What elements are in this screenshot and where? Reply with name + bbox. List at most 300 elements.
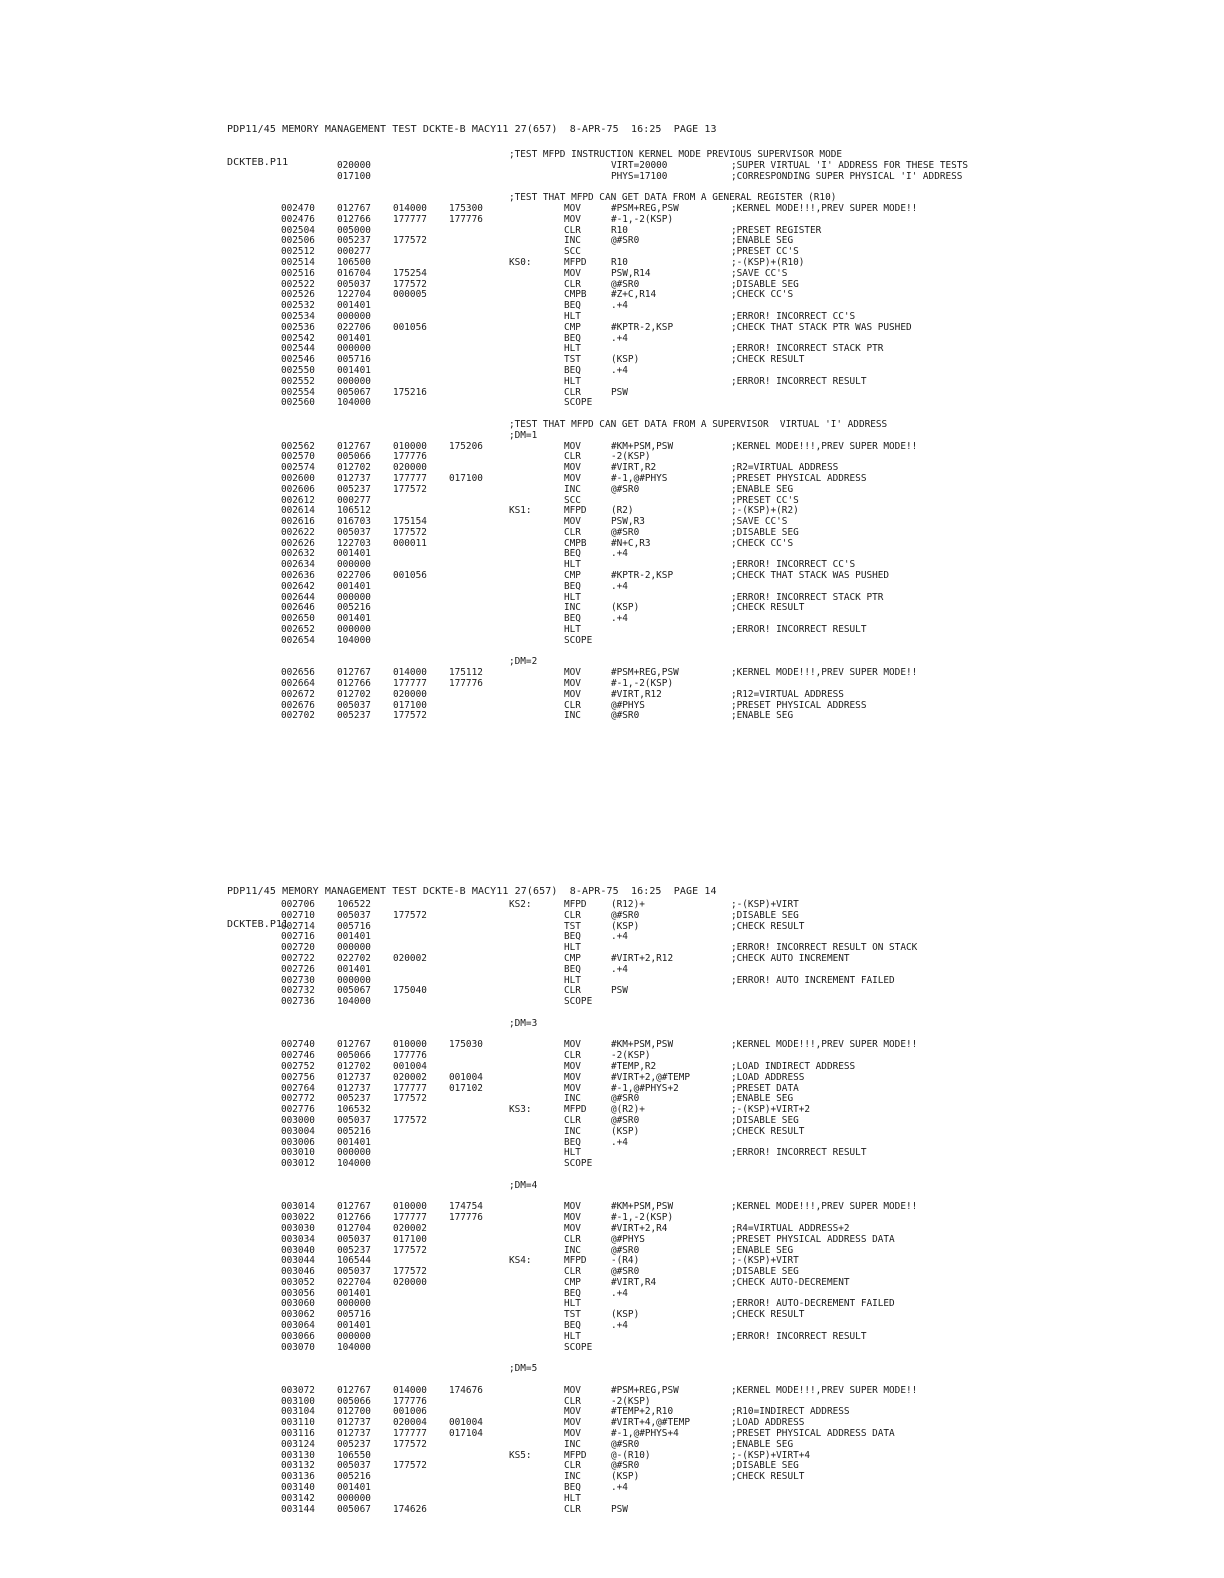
word3-cell: 175112 [449, 667, 483, 679]
comment-cell: ;PRESET DATA [731, 1082, 799, 1094]
word1-cell: 001401 [337, 963, 371, 975]
opcode-cell: HLT [564, 1330, 581, 1342]
comment-cell: ;ERROR! AUTO-DECREMENT FAILED [731, 1298, 895, 1310]
address-cell: 002650 [281, 613, 315, 625]
word1-cell: 012767 [337, 667, 371, 679]
word1-cell: 005216 [337, 1471, 371, 1483]
word1-cell: 016703 [337, 516, 371, 528]
opcode-cell: CLR [564, 1395, 581, 1407]
header-title: PDP11/45 MEMORY MANAGEMENT TEST DCKTE-B MACY11 27(657) 8-APR-75 16:25 PAGE 14 [227, 886, 717, 897]
operand-cell: #VIRT+2,R12 [611, 952, 674, 964]
opcode-cell: MOV [564, 1406, 581, 1418]
operand-cell: (KSP) [611, 354, 640, 366]
address-cell: 002732 [281, 985, 315, 997]
opcode-cell: CMP [564, 570, 581, 582]
word1-cell: 001401 [337, 548, 371, 560]
word2-cell: 014000 [393, 202, 427, 214]
opcode-cell: CLR [564, 386, 581, 398]
address-cell: 002726 [281, 963, 315, 975]
address-cell: 002574 [281, 462, 315, 474]
operand-cell: PHYS=17100 [611, 170, 668, 182]
word1-cell: 012737 [337, 1082, 371, 1094]
operand-cell: #VIRT,R12 [611, 688, 662, 700]
comment-cell: ;DISABLE SEG [731, 526, 799, 538]
word1-cell: 012767 [337, 202, 371, 214]
comment-cell: ;SUPER VIRTUAL 'I' ADDRESS FOR THESE TESTS [731, 159, 969, 171]
opcode-cell: HLT [564, 375, 581, 387]
label-cell: KS2: [509, 899, 532, 910]
word1-cell: 104000 [337, 634, 371, 646]
word1-cell: 022702 [337, 952, 371, 964]
word3-cell: 174754 [449, 1201, 483, 1213]
operand-cell: #VIRT+4,@#TEMP [611, 1417, 691, 1429]
address-cell: 002570 [281, 451, 315, 463]
opcode-cell: BEQ [564, 931, 581, 943]
comment-cell: ;-(KSP)+VIRT [731, 899, 799, 910]
opcode-cell: TST [564, 920, 581, 932]
operand-cell: .+4 [611, 548, 628, 560]
operand-cell: -2(KSP) [611, 1395, 651, 1407]
opcode-cell: INC [564, 1093, 581, 1105]
word1-cell: 000000 [337, 942, 371, 954]
comment-cell: ;LOAD ADDRESS [731, 1071, 805, 1083]
operand-cell: #KM+PSM,PSW [611, 440, 674, 452]
comment-text: ;DM=4 [509, 1179, 538, 1191]
comment-cell: ;CHECK RESULT [731, 354, 805, 366]
word2-cell: 175154 [393, 516, 427, 528]
operand-cell: (R2) [611, 505, 634, 517]
opcode-cell: CMPB [564, 537, 587, 549]
operand-cell: @#SR0 [611, 1266, 640, 1278]
opcode-cell: SCOPE [564, 397, 593, 409]
opcode-cell: TST [564, 1309, 581, 1321]
opcode-cell: MOV [564, 472, 581, 484]
operand-cell: @#SR0 [611, 1438, 640, 1450]
word1-cell: 001401 [337, 1136, 371, 1148]
operand-cell: (KSP) [611, 1125, 640, 1137]
word2-cell: 020000 [393, 688, 427, 700]
word1-cell: 000000 [337, 624, 371, 636]
word2-cell: 177572 [393, 1438, 427, 1450]
operand-cell: (KSP) [611, 920, 640, 932]
comment-cell: ;-(KSP)+VIRT [731, 1255, 799, 1267]
opcode-cell: HLT [564, 559, 581, 571]
address-cell: 003140 [281, 1482, 315, 1494]
label-cell: KS4: [509, 1255, 532, 1267]
operand-cell: .+4 [611, 364, 628, 376]
comment-cell: ;SAVE CC'S [731, 267, 788, 279]
operand-cell: #TEMP+2,R10 [611, 1406, 674, 1418]
comment-cell: ;ENABLE SEG [731, 710, 794, 722]
comment-cell: ;PRESET REGISTER [731, 224, 822, 236]
address-cell: 002752 [281, 1060, 315, 1072]
operand-cell: @(R2)+ [611, 1104, 645, 1116]
word2-cell: 017100 [393, 1233, 427, 1245]
opcode-cell: SCOPE [564, 634, 593, 646]
comment-cell: ;-(KSP)+(R10) [731, 256, 805, 268]
word2-cell: 014000 [393, 667, 427, 679]
operand-cell: VIRT=20000 [611, 159, 668, 171]
word2-cell: 177572 [393, 483, 427, 495]
word2-cell: 177572 [393, 1114, 427, 1126]
word1-cell: 001401 [337, 1287, 371, 1299]
word3-cell: 177776 [449, 213, 483, 225]
address-cell: 002554 [281, 386, 315, 398]
operand-cell: #KPTR-2,KSP [611, 570, 674, 582]
operand-cell: R10 [611, 256, 628, 268]
word1-cell: 104000 [337, 1341, 371, 1353]
address-cell: 002720 [281, 942, 315, 954]
address-cell: 003034 [281, 1233, 315, 1245]
comment-cell: ;ERROR! INCORRECT RESULT [731, 624, 867, 636]
opcode-cell: INC [564, 1244, 581, 1256]
word2-cell: 177572 [393, 710, 427, 722]
label-cell: KS0: [509, 256, 532, 268]
word1-cell: 005037 [337, 1233, 371, 1245]
operand-cell: .+4 [611, 332, 628, 344]
address-cell: 002654 [281, 634, 315, 646]
operand-cell: @#PHYS [611, 699, 645, 711]
address-cell: 002764 [281, 1082, 315, 1094]
word1-cell: 005237 [337, 1244, 371, 1256]
word2-cell: 177777 [393, 472, 427, 484]
word1-cell: 001401 [337, 580, 371, 592]
opcode-cell: MOV [564, 202, 581, 214]
word3-cell: 175030 [449, 1039, 483, 1051]
opcode-cell: CMPB [564, 289, 587, 301]
word2-cell: 177572 [393, 1266, 427, 1278]
word2-cell: 001004 [393, 1060, 427, 1072]
word2-cell: 014000 [393, 1384, 427, 1396]
address-cell: 002664 [281, 678, 315, 690]
address-cell: 002740 [281, 1039, 315, 1051]
word2-cell: 177572 [393, 278, 427, 290]
word1-cell: 022706 [337, 570, 371, 582]
word3-cell: 001004 [449, 1417, 483, 1429]
opcode-cell: MOV [564, 1428, 581, 1440]
comment-cell: ;PRESET CC'S [731, 246, 799, 258]
opcode-cell: CLR [564, 1266, 581, 1278]
word1-cell: 000000 [337, 1492, 371, 1504]
word1-cell: 005237 [337, 1438, 371, 1450]
opcode-cell: BEQ [564, 332, 581, 344]
word1-cell: 000277 [337, 494, 371, 506]
word1-cell: 012766 [337, 213, 371, 225]
comment-cell: ;KERNEL MODE!!!,PREV SUPER MODE!! [731, 667, 918, 679]
opcode-cell: MOV [564, 667, 581, 679]
word1-cell: 001401 [337, 364, 371, 376]
word2-cell: 177777 [393, 1428, 427, 1440]
opcode-cell: INC [564, 710, 581, 722]
address-cell: 002772 [281, 1093, 315, 1105]
opcode-cell: HLT [564, 343, 581, 355]
comment-cell: ;ERROR! INCORRECT RESULT ON STACK [731, 942, 918, 954]
comment-cell: ;ENABLE SEG [731, 1244, 794, 1256]
word3-cell: 017104 [449, 1428, 483, 1440]
address-cell: 003104 [281, 1406, 315, 1418]
opcode-cell: HLT [564, 624, 581, 636]
operand-cell: .+4 [611, 963, 628, 975]
word1-cell: 012700 [337, 1406, 371, 1418]
header-filename: DCKTEB.P11 [227, 919, 289, 930]
word1-cell: 005716 [337, 354, 371, 366]
word2-cell: 177572 [393, 1244, 427, 1256]
address-cell: 003012 [281, 1158, 315, 1170]
word1-cell: 001401 [337, 332, 371, 344]
comment-cell: ;PRESET PHYSICAL ADDRESS [731, 699, 867, 711]
operand-cell: @#SR0 [611, 1244, 640, 1256]
word1-cell: 000277 [337, 246, 371, 258]
opcode-cell: MOV [564, 1417, 581, 1429]
address-cell: 002506 [281, 235, 315, 247]
address-cell: 002546 [281, 354, 315, 366]
comment-cell: ;CORRESPONDING SUPER PHYSICAL 'I' ADDRESS [731, 170, 963, 182]
word1-cell: 106522 [337, 899, 371, 910]
opcode-cell: BEQ [564, 580, 581, 592]
address-cell: 003136 [281, 1471, 315, 1483]
opcode-cell: CLR [564, 451, 581, 463]
comment-cell: ;ENABLE SEG [731, 1093, 794, 1105]
word1-cell: 122704 [337, 289, 371, 301]
comment-cell: ;LOAD ADDRESS [731, 1417, 805, 1429]
comment-cell: ;CHECK AUTO-DECREMENT [731, 1276, 850, 1288]
word1-cell: 001401 [337, 1482, 371, 1494]
address-cell: 002652 [281, 624, 315, 636]
word2-cell: 175040 [393, 985, 427, 997]
opcode-cell: MFPD [564, 1255, 587, 1267]
word2-cell: 174626 [393, 1503, 427, 1515]
address-cell: 002536 [281, 321, 315, 333]
operand-cell: @#SR0 [611, 710, 640, 722]
opcode-cell: BEQ [564, 1287, 581, 1299]
word1-cell: 106544 [337, 1255, 371, 1267]
comment-text: ;DM=3 [509, 1017, 538, 1029]
opcode-cell: INC [564, 1438, 581, 1450]
address-cell: 003062 [281, 1309, 315, 1321]
address-cell: 002646 [281, 602, 315, 614]
word2-cell: 010000 [393, 1201, 427, 1213]
opcode-cell: HLT [564, 1492, 581, 1504]
address-cell: 002706 [281, 899, 315, 910]
word3-cell: 177776 [449, 678, 483, 690]
address-cell: 003044 [281, 1255, 315, 1267]
operand-cell: #KM+PSM,PSW [611, 1201, 674, 1213]
opcode-cell: MOV [564, 1060, 581, 1072]
word1-cell: 005716 [337, 1309, 371, 1321]
opcode-cell: BEQ [564, 1320, 581, 1332]
word3-cell: 175206 [449, 440, 483, 452]
word3-cell: 001004 [449, 1071, 483, 1083]
operand-cell: (KSP) [611, 1309, 640, 1321]
comment-text: ;TEST THAT MFPD CAN GET DATA FROM A SUPERVISOR VIRTUAL 'I' ADDRESS [509, 418, 888, 430]
address-cell: 002476 [281, 213, 315, 225]
comment-cell: ;CHECK AUTO INCREMENT [731, 952, 850, 964]
address-cell: 002616 [281, 516, 315, 528]
word1-cell: 022704 [337, 1276, 371, 1288]
opcode-cell: CLR [564, 699, 581, 711]
comment-cell: ;R10=INDIRECT ADDRESS [731, 1406, 850, 1418]
word2-cell: 177572 [393, 526, 427, 538]
address-cell: 002672 [281, 688, 315, 700]
opcode-cell: BEQ [564, 613, 581, 625]
address-cell: 002514 [281, 256, 315, 268]
word1-cell: 005716 [337, 920, 371, 932]
opcode-cell: HLT [564, 1147, 581, 1159]
word1-cell: 000000 [337, 591, 371, 603]
address-cell: 003052 [281, 1276, 315, 1288]
address-cell: 002552 [281, 375, 315, 387]
word3-cell: 017100 [449, 472, 483, 484]
word3-cell: 175300 [449, 202, 483, 214]
address-cell: 002542 [281, 332, 315, 344]
address-cell: 002544 [281, 343, 315, 355]
operand-cell: .+4 [611, 1320, 628, 1332]
opcode-cell: MOV [564, 1212, 581, 1224]
comment-cell: ;PRESET CC'S [731, 494, 799, 506]
opcode-cell: BEQ [564, 548, 581, 560]
opcode-cell: MOV [564, 1384, 581, 1396]
address-cell: 003010 [281, 1147, 315, 1159]
opcode-cell: HLT [564, 591, 581, 603]
operand-cell: .+4 [611, 931, 628, 943]
operand-cell: .+4 [611, 1287, 628, 1299]
word2-cell: 177777 [393, 678, 427, 690]
word1-cell: 005066 [337, 451, 371, 463]
word3-cell: 017102 [449, 1082, 483, 1094]
operand-cell: PSW [611, 985, 628, 997]
comment-cell: ;ENABLE SEG [731, 1438, 794, 1450]
operand-cell: #PSM+REG,PSW [611, 202, 679, 214]
comment-cell: ;CHECK CC'S [731, 537, 794, 549]
address-cell: 002642 [281, 580, 315, 592]
word1-cell: 012704 [337, 1222, 371, 1234]
operand-cell: @#SR0 [611, 235, 640, 247]
word2-cell: 020000 [393, 1276, 427, 1288]
operand-cell: #-1,@#PHYS+4 [611, 1428, 679, 1440]
operand-cell: PSW [611, 1503, 628, 1515]
address-cell: 002644 [281, 591, 315, 603]
comment-cell: ;CHECK RESULT [731, 1125, 805, 1137]
address-cell: 002534 [281, 310, 315, 322]
comment-cell: ;PRESET PHYSICAL ADDRESS DATA [731, 1233, 895, 1245]
operand-cell: @#SR0 [611, 1114, 640, 1126]
word1-cell: 012737 [337, 1071, 371, 1083]
word1-cell: 012702 [337, 1060, 371, 1072]
address-cell: 003116 [281, 1428, 315, 1440]
word1-cell: 016704 [337, 267, 371, 279]
header-filename: DCKTEB.P11 [227, 157, 289, 168]
word1-cell: 001401 [337, 931, 371, 943]
word1-cell: 000000 [337, 375, 371, 387]
comment-cell: ;DISABLE SEG [731, 909, 799, 921]
operand-cell: -2(KSP) [611, 451, 651, 463]
word1-cell: 005066 [337, 1050, 371, 1062]
address-cell: 003040 [281, 1244, 315, 1256]
word1-cell: 012737 [337, 1417, 371, 1429]
word1-cell: 000000 [337, 310, 371, 322]
address-cell: 003004 [281, 1125, 315, 1137]
operand-cell: @#SR0 [611, 526, 640, 538]
operand-cell: @#PHYS [611, 1233, 645, 1245]
address-cell: 002612 [281, 494, 315, 506]
opcode-cell: CLR [564, 985, 581, 997]
address-cell: 002470 [281, 202, 315, 214]
operand-cell: #-1,@#PHYS [611, 472, 668, 484]
comment-cell: ;ERROR! INCORRECT STACK PTR [731, 343, 884, 355]
comment-cell: ;CHECK RESULT [731, 1471, 805, 1483]
address-cell: 003066 [281, 1330, 315, 1342]
word2-cell: 020004 [393, 1417, 427, 1429]
operand-cell: .+4 [611, 1482, 628, 1494]
comment-cell: ;PRESET PHYSICAL ADDRESS DATA [731, 1428, 895, 1440]
word1-cell: 104000 [337, 397, 371, 409]
comment-cell: ;ERROR! AUTO INCREMENT FAILED [731, 974, 895, 986]
word1-cell: 122703 [337, 537, 371, 549]
word2-cell: 010000 [393, 440, 427, 452]
comment-cell: ;DISABLE SEG [731, 1114, 799, 1126]
operand-cell: PSW,R3 [611, 516, 645, 528]
comment-text: ;DM=1 [509, 429, 538, 441]
word1-cell: 012767 [337, 1201, 371, 1213]
operand-cell: @#SR0 [611, 1093, 640, 1105]
word1-cell: 005066 [337, 1395, 371, 1407]
comment-cell: ;R4=VIRTUAL ADDRESS+2 [731, 1222, 850, 1234]
comment-cell: ;KERNEL MODE!!!,PREV SUPER MODE!! [731, 1039, 918, 1051]
address-cell: 002746 [281, 1050, 315, 1062]
address-cell: 002550 [281, 364, 315, 376]
opcode-cell: CLR [564, 224, 581, 236]
word1-cell: 005000 [337, 224, 371, 236]
opcode-cell: MOV [564, 1039, 581, 1051]
address-cell: 003100 [281, 1395, 315, 1407]
word2-cell: 000011 [393, 537, 427, 549]
comment-cell: ;CHECK CC'S [731, 289, 794, 301]
opcode-cell: MOV [564, 678, 581, 690]
operand-cell: #VIRT+2,@#TEMP [611, 1071, 691, 1083]
opcode-cell: MFPD [564, 1449, 587, 1461]
label-cell: KS3: [509, 1104, 532, 1116]
comment-cell: ;-(KSP)+VIRT+4 [731, 1449, 811, 1461]
word1-cell: 106500 [337, 256, 371, 268]
word2-cell: 177572 [393, 235, 427, 247]
word1-cell: 012767 [337, 440, 371, 452]
word1-cell: 012702 [337, 688, 371, 700]
address-cell: 002512 [281, 246, 315, 258]
address-cell: 003142 [281, 1492, 315, 1504]
opcode-cell: BEQ [564, 1136, 581, 1148]
comment-cell: ;R12=VIRTUAL ADDRESS [731, 688, 844, 700]
word1-cell: 005037 [337, 278, 371, 290]
opcode-cell: CLR [564, 1503, 581, 1515]
word2-cell: 017100 [393, 699, 427, 711]
address-cell: 002626 [281, 537, 315, 549]
comment-cell: ;PRESET PHYSICAL ADDRESS [731, 472, 867, 484]
word2-cell: 001056 [393, 570, 427, 582]
opcode-cell: BEQ [564, 1482, 581, 1494]
word1-cell: 005037 [337, 1460, 371, 1472]
opcode-cell: CMP [564, 321, 581, 333]
comment-cell: ;LOAD INDIRECT ADDRESS [731, 1060, 856, 1072]
address-cell: 002562 [281, 440, 315, 452]
operand-cell: (KSP) [611, 602, 640, 614]
opcode-cell: SCOPE [564, 996, 593, 1008]
word1-cell: 000000 [337, 974, 371, 986]
comment-cell: ;ERROR! INCORRECT RESULT [731, 1147, 867, 1159]
word2-cell: 001006 [393, 1406, 427, 1418]
opcode-cell: INC [564, 1471, 581, 1483]
word1-cell: 001401 [337, 613, 371, 625]
opcode-cell: MFPD [564, 1104, 587, 1116]
